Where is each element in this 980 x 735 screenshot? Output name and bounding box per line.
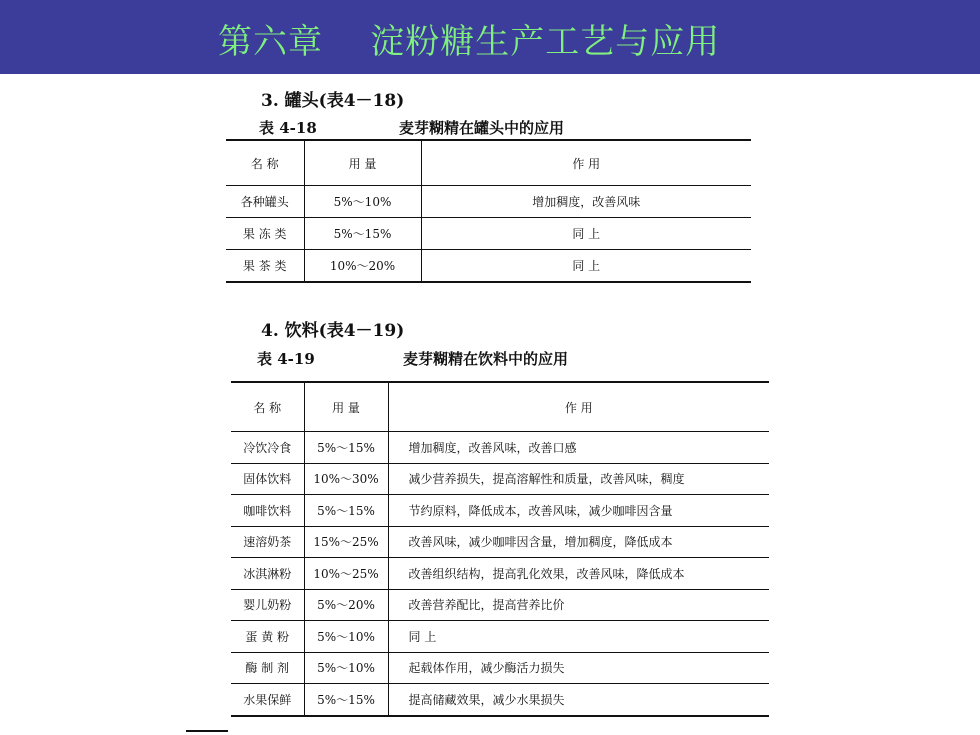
cell-name: 咖啡饮料 — [231, 495, 304, 527]
cell-function — [388, 621, 769, 653]
cell-dosage: 5%～15% — [304, 432, 388, 464]
cell-dosage: 5%～15% — [304, 495, 388, 527]
table-row — [226, 250, 751, 283]
table-row — [231, 432, 769, 464]
cell-function-text: 改善组织结构，提高乳化效果，改善风味，降低成本 — [408, 566, 685, 581]
cell-function — [388, 684, 769, 716]
cell-function: 同 上 — [421, 250, 751, 283]
cell-name: 冷饮冷食 — [231, 432, 304, 464]
table-row — [231, 684, 769, 716]
table-row — [231, 558, 769, 590]
cell-function — [388, 495, 769, 527]
cell-name: 婴儿奶粉 — [231, 589, 304, 621]
cell-dosage: 5%～15% — [304, 218, 421, 250]
cell-function-text: 增加稠度，改善风味，改善口感 — [408, 440, 577, 455]
table-number: 表 4-19 — [257, 350, 315, 368]
cell-dosage: 5%～10% — [304, 186, 421, 218]
table-header-row — [226, 140, 751, 186]
cell-function — [388, 432, 769, 464]
column-header-name: 名 称 — [226, 140, 304, 186]
table-4-18 — [226, 139, 751, 283]
cell-dosage: 5%～15% — [304, 684, 388, 716]
page-title: 第六章 淀粉糖生产工艺与应用 — [218, 22, 721, 62]
cell-function-text: 减少营养损失，提高溶解性和质量，改善风味，稠度 — [408, 472, 685, 487]
cell-name: 蛋 黄 粉 — [231, 621, 304, 653]
cell-dosage: 10%～25% — [304, 558, 388, 590]
cell-function-text: 改善营养配比，提高营养比价 — [408, 598, 565, 613]
table-number: 表 4-18 — [259, 119, 317, 137]
cell-name: 固体饮料 — [231, 463, 304, 495]
column-header-dosage: 用 量 — [304, 382, 388, 432]
cell-function-text: 改善风味，减少咖啡因含量，增加稠度，降低成本 — [408, 535, 673, 550]
cell-name: 水果保鲜 — [231, 684, 304, 716]
cell-dosage: 5%～10% — [304, 621, 388, 653]
cell-function-text: 节约原料，降低成本，改善风味，减少咖啡因含量 — [408, 503, 673, 518]
table-4-19 — [231, 381, 769, 717]
table-row — [226, 186, 751, 218]
column-header-name: 名 称 — [231, 382, 304, 432]
cell-name: 果 冻 类 — [226, 218, 304, 250]
cell-function — [388, 589, 769, 621]
cell-name: 果 茶 类 — [226, 250, 304, 283]
table-row — [231, 526, 769, 558]
section-title-canned: 3. 罐头(表4－18) — [261, 91, 405, 111]
cell-dosage: 5%～10% — [304, 652, 388, 684]
table-row — [226, 218, 751, 250]
table-row — [231, 463, 769, 495]
title-bar — [0, 0, 980, 74]
cell-function — [388, 652, 769, 684]
cell-function-text: 起载体作用，减少酶活力损失 — [408, 661, 565, 676]
cell-dosage: 15%～25% — [304, 526, 388, 558]
cell-name: 酶 制 剂 — [231, 652, 304, 684]
table-row — [231, 495, 769, 527]
section-title-beverage: 4. 饮料(表4－19) — [261, 321, 405, 341]
table-row — [231, 621, 769, 653]
column-header-function: 作 用 — [388, 382, 769, 432]
cell-dosage: 10%～20% — [304, 250, 421, 283]
table-caption-4-19 — [257, 348, 569, 369]
cell-function: 同 上 — [421, 218, 751, 250]
cell-function: 增加稠度，改善风味 — [421, 186, 751, 218]
page-rule — [186, 730, 228, 732]
cell-name: 冰淇淋粉 — [231, 558, 304, 590]
cell-function — [388, 526, 769, 558]
cell-function — [388, 463, 769, 495]
cell-dosage: 10%～30% — [304, 463, 388, 495]
cell-function-text: 提高储藏效果，减少水果损失 — [408, 692, 565, 707]
table-row — [231, 589, 769, 621]
table-title: 麦芽糊精在饮料中的应用 — [403, 350, 569, 368]
cell-name: 各种罐头 — [226, 186, 304, 218]
column-header-dosage: 用 量 — [304, 140, 421, 186]
table-header-row — [231, 382, 769, 432]
table-row — [231, 652, 769, 684]
table-title: 麦芽糊精在罐头中的应用 — [399, 119, 565, 137]
column-header-function: 作 用 — [421, 140, 751, 186]
cell-function-text: 同 上 — [408, 629, 437, 644]
cell-dosage: 5%～20% — [304, 589, 388, 621]
cell-function — [388, 558, 769, 590]
table-caption-4-18 — [259, 117, 565, 138]
cell-name: 速溶奶茶 — [231, 526, 304, 558]
